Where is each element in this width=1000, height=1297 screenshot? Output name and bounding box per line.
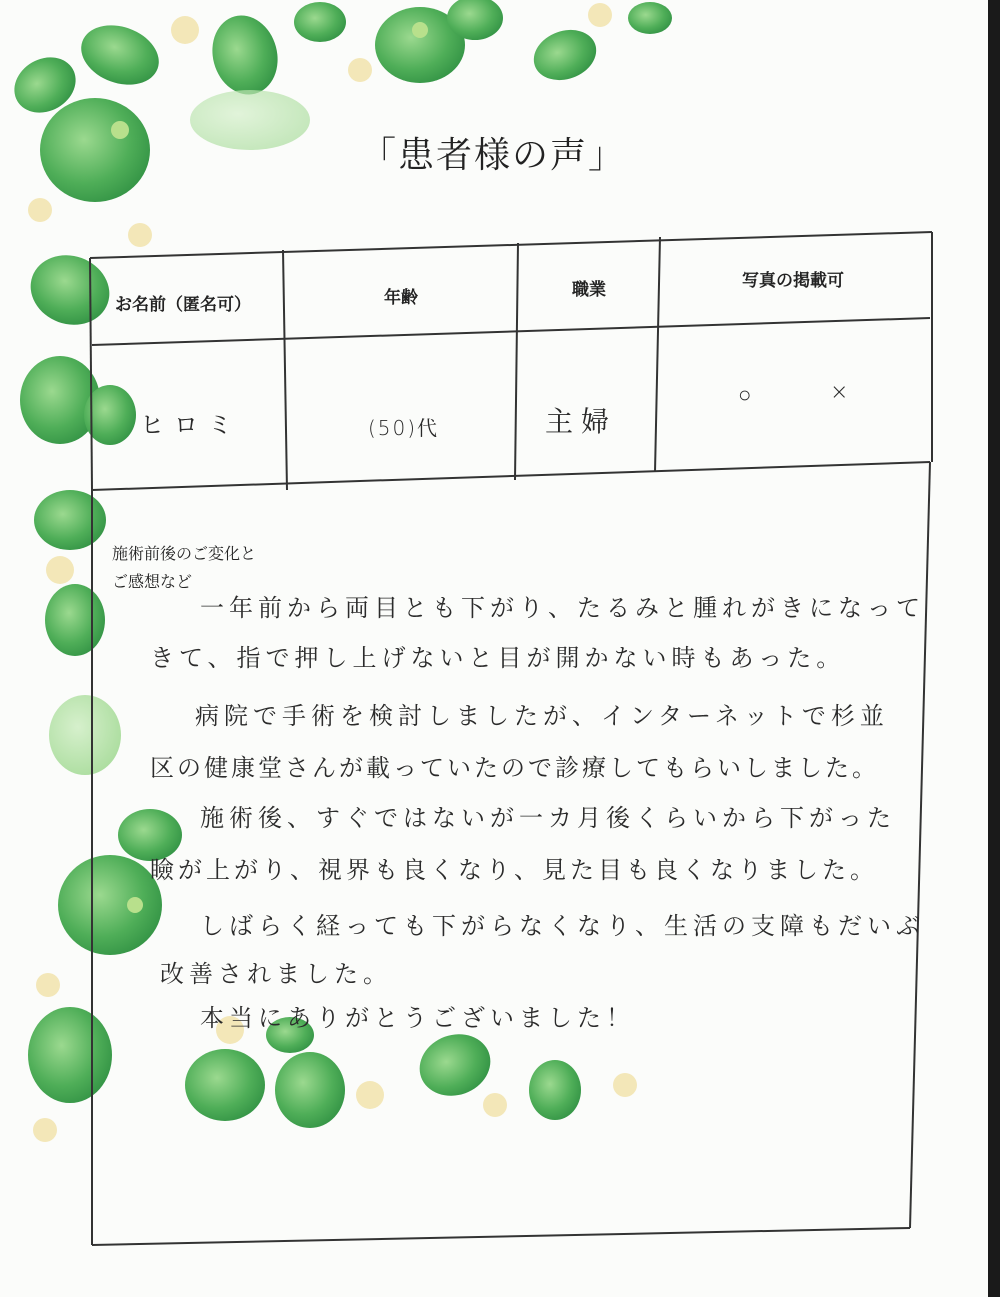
- header-photo-permission: 写真の掲載可: [742, 271, 844, 291]
- value-occupation: 主婦: [545, 405, 618, 438]
- photo-option-yes: ○: [738, 383, 752, 408]
- comment-line: 病院で手術を検討しましたが、インターネットで杉並: [195, 702, 889, 730]
- comment-prompt-line: 施術前後のご変化と: [112, 544, 257, 563]
- header-age: 年齢: [384, 288, 418, 308]
- comment-line: きて、指で押し上げないと目が開かない時もあった。: [150, 644, 846, 672]
- photo-option-no: ×: [830, 380, 849, 405]
- comment-line: 一年前から両目とも下がり、たるみと腫れがきになって: [200, 594, 925, 622]
- page-title: 「患者様の声」: [360, 135, 627, 176]
- comment-body: [150, 588, 930, 1032]
- comment-line: 本当にありがとうございました！: [200, 1004, 635, 1032]
- comment-line: しばらく経っても下がらなくなり、生活の支障もだいぶ: [200, 912, 925, 940]
- comment-prompt-line: ご感想など: [112, 572, 193, 591]
- comment-line: 区の健康堂さんが載っていたので診療してもらいしました。: [150, 754, 879, 782]
- value-name: ヒロミ: [140, 411, 242, 439]
- comment-line: 瞼が上がり、視界も良くなり、見た目も良くなりました。: [150, 856, 878, 884]
- comment-line: 改善されました。: [160, 960, 392, 988]
- header-name: お名前（匿名可）: [115, 295, 251, 315]
- header-occupation: 職業: [572, 280, 606, 300]
- comment-line: 施術後、すぐではないが一カ月後くらいから下がった: [200, 804, 896, 832]
- value-age: (50)代: [368, 416, 440, 440]
